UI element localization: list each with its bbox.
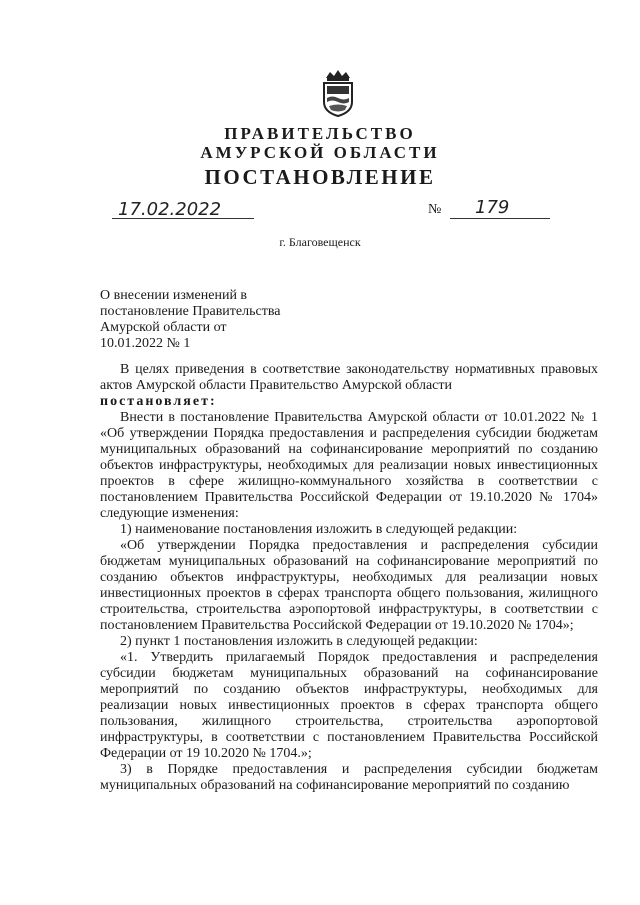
intro-paragraph: В целях приведения в соответствие законодательству нормативных правовых актов Амурской области Правительство Амурской области xyxy=(100,362,598,393)
paragraph: Внести в постановление Правительства Амурской области от 10.01.2022 № 1 «Об утверждении Порядка предоставления и распределения субсидии бюджетам муниципальных образований на софинансирование мероприятий по созданию объектов инфраструктуры, необходимых для реализации новых инвестиционных проектов в сфере жилищно-коммунального хозяйства в соответствии с постановлением Правительства Российской Федерации от 19.10.2020 № 1704» следующие изменения: xyxy=(100,410,598,521)
document-number: 179 xyxy=(475,197,510,218)
subject-line: О внесении изменений в xyxy=(100,288,248,303)
number-label: № xyxy=(428,202,442,217)
paragraph: 1) наименование постановления изложить в следующей редакции: xyxy=(120,522,518,537)
subject-line: Амурской области от xyxy=(100,320,227,335)
city-name: г. Благовещенск xyxy=(279,235,361,249)
paragraph: «1. Утвердить прилагаемый Порядок предоставления и распределения субсидии бюджетам муниципальных образований на софинансирование мероприятий по созданию объектов инфраструктуры, необходимых для реализации новых инвестиционных проектов в сферах транспорта общего пользования, жилищного строительства, строительства аэропортовой инфраструктуры, в соответствии с постановлением Правительства Российской Федерации от 19 10.2020 № 1704.»; xyxy=(100,650,598,761)
paragraph: «Об утверждении Порядка предоставления и распределения субсидии бюджетам муниципальных образований на софинансирование мероприятий по созданию объектов инфраструктуры, необходимых для реализации новых инвестиционных проектов в сферах транспорта общего пользования, жилищного строительства, строительства аэропортовой инфраструктуры, в соответствии с постановлением Правительства Российской Федерации от 19.10.2020 № 1704»; xyxy=(100,538,598,633)
decree-word: постановляет: xyxy=(100,394,217,409)
subject-line: постановление Правительства xyxy=(100,304,281,319)
coat-of-arms-emblem xyxy=(318,68,358,118)
document-type-title: ПОСТАНОВЛЕНИЕ xyxy=(204,165,436,189)
document-subject xyxy=(100,288,280,352)
date-underline xyxy=(112,218,254,219)
header-government: ПРАВИТЕЛЬСТВО xyxy=(224,124,416,143)
document-body xyxy=(100,362,598,794)
paragraph: 3) в Порядке предоставления и распределения субсидии бюджетам муниципальных образований на софинансирование мероприятий по созданию xyxy=(100,762,598,793)
document-date: 17.02.2022 xyxy=(118,199,222,220)
number-underline xyxy=(450,218,550,219)
header-region: АМУРСКОЙ ОБЛАСТИ xyxy=(200,143,440,162)
subject-line: 10.01.2022 № 1 xyxy=(100,336,191,351)
paragraph: 2) пункт 1 постановления изложить в следующей редакции: xyxy=(120,634,478,649)
